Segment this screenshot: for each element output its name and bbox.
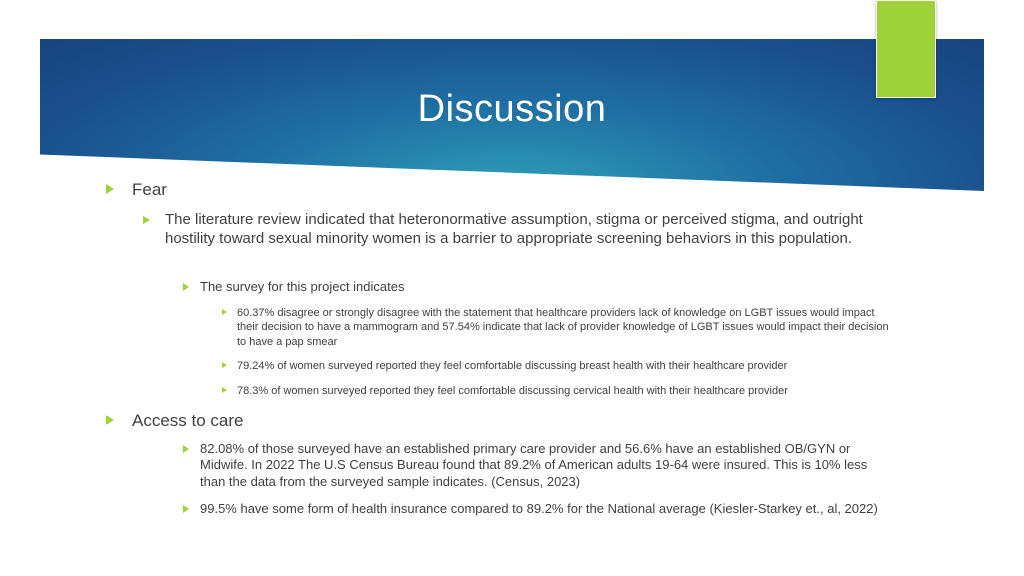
bullet-breast-health: 79.24% of women surveyed reported they feel comfortable discussing breast health with their healthcare provider bbox=[222, 359, 897, 373]
bullet-literature-review: The literature review indicated that heteronormative assumption, stigma or perceived stigma, and outright hostility toward sexual minority women is a barrier to appropriate screening behaviors in this population. bbox=[143, 211, 893, 249]
accent-tab bbox=[876, 0, 936, 98]
bullet-lgbt-knowledge: 60.37% disagree or strongly disagree with the statement that healthcare providers lack of knowledge on LGBT issues would impact their decision to have a mammogram and 57.54% indicate that lack of provider knowledge of LGBT issues would impact their decision to have a pap smear bbox=[222, 306, 897, 349]
bullet-icon bbox=[222, 387, 227, 393]
bullet-survey-indicates: The survey for this project indicates bbox=[183, 279, 883, 295]
bullet-icon bbox=[143, 216, 150, 224]
section-heading-fear: Fear bbox=[106, 179, 976, 200]
bullet-cervical-health: 78.3% of women surveyed reported they feel comfortable discussing cervical health with their healthcare provider bbox=[222, 384, 897, 398]
section-heading-access: Access to care bbox=[106, 410, 976, 431]
bullet-icon bbox=[222, 309, 227, 315]
bullet-icon bbox=[183, 283, 189, 291]
bullet-icon bbox=[106, 415, 114, 425]
bullet-icon bbox=[183, 445, 189, 453]
bullet-icon bbox=[183, 505, 189, 513]
bullet-icon bbox=[106, 184, 114, 194]
bullet-health-insurance: 99.5% have some form of health insurance compared to 89.2% for the National average (Kiesler-Starkey et., al, 2022) bbox=[183, 501, 898, 517]
bullet-primary-care: 82.08% of those surveyed have an established primary care provider and 56.6% have an established OB/GYN or Midwife. In 2022 The U.S Census Bureau found that 89.2% of American adults 19-64 were insured. This is 10% less than the data from the surveyed sample indicates. (Census, 2023) bbox=[183, 441, 888, 490]
bullet-icon bbox=[222, 362, 227, 368]
slide-title: Discussion bbox=[417, 88, 607, 130]
